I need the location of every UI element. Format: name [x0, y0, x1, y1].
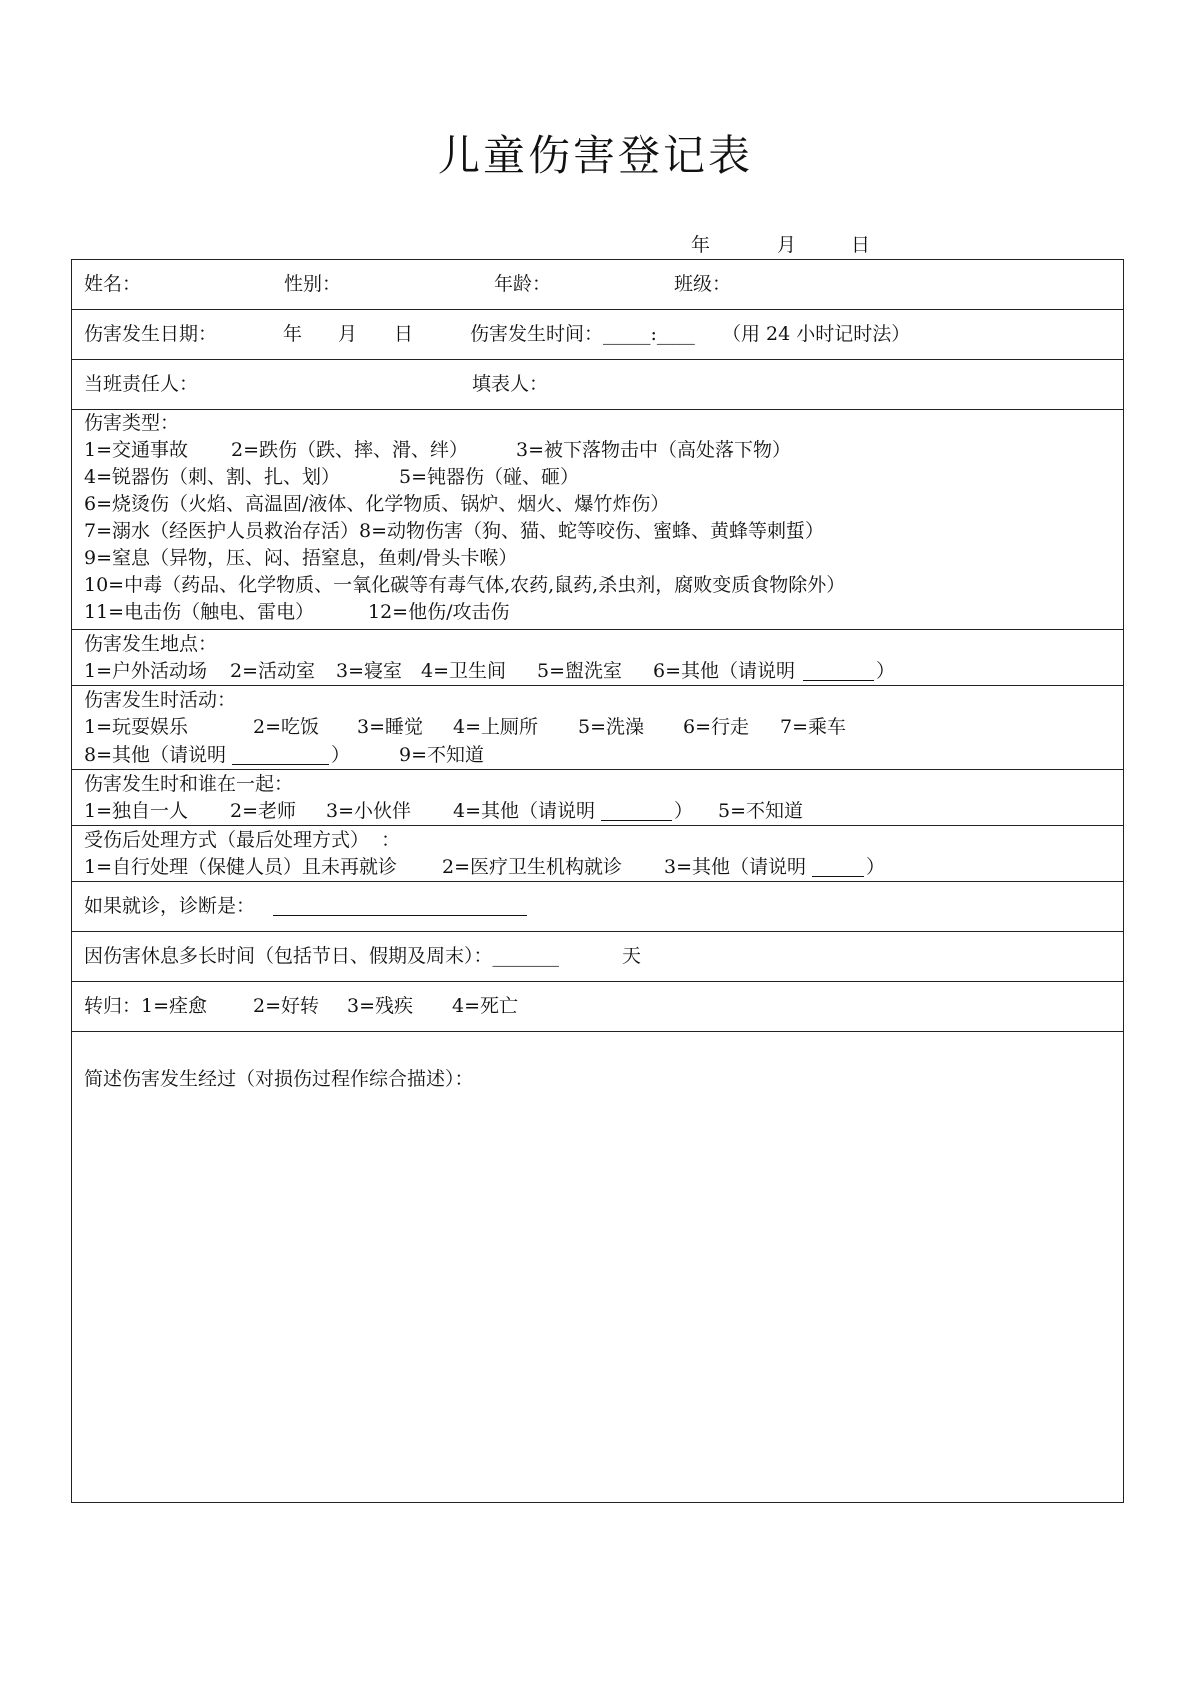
injury-type-option: 4=锐器伤（刺、割、扎、划）	[84, 466, 341, 488]
location-label: 伤害发生地点：	[84, 633, 218, 655]
activity-option: 7=乘车	[780, 716, 847, 738]
form-title: 儿童伤害登记表	[437, 131, 753, 180]
activity-row	[72, 686, 1123, 770]
injury-type-option: 11=电击伤（触电、雷电）	[84, 601, 315, 623]
companion-row	[72, 770, 1123, 826]
outcome-option: 2=好转	[253, 995, 320, 1017]
activity-option: 3=睡觉	[357, 716, 424, 738]
injury-date-month: 月	[338, 323, 358, 345]
location-option: 5=盥洗室	[537, 660, 623, 682]
injury-type-option: 12=他伤/攻击伤	[368, 601, 510, 623]
treatment-other-blank	[812, 856, 864, 877]
outcome-option: 1=痊愈	[141, 995, 208, 1017]
activity-option: 4=上厕所	[453, 716, 539, 738]
injury-date-year: 年	[283, 323, 303, 345]
injury-date-day: 日	[394, 323, 414, 345]
injury-type-option: 5=钝器伤（碰、砸）	[399, 466, 580, 488]
injury-registration-form	[71, 259, 1124, 1503]
header-year: 年	[691, 234, 711, 256]
basic-info-row	[72, 260, 1123, 310]
injury-time-label: 伤害发生时间：_____:____	[470, 323, 695, 345]
activity-option: 6=行走	[683, 716, 750, 738]
location-row	[72, 630, 1123, 686]
diagnosis-blank[interactable]	[273, 895, 527, 916]
injury-type-label: 伤害类型：	[84, 412, 180, 434]
name-label: 姓名：	[84, 273, 142, 295]
companion-option: 5=不知道	[718, 800, 804, 822]
companion-option: 1=独自一人	[84, 800, 189, 822]
header-day: 日	[851, 234, 871, 256]
treatment-option: ）	[866, 856, 886, 878]
header-month: 月	[777, 234, 797, 256]
form-filler-label: 填表人：	[472, 373, 549, 395]
injury-type-option: 2=跌伤（跌、摔、滑、绊）	[231, 439, 469, 461]
activity-option: 2=吃饭	[253, 716, 320, 738]
injury-type-option: 1=交通事故	[84, 439, 189, 461]
companion-option: 4=其他（请说明	[453, 800, 596, 822]
duty-person-label: 当班责任人：	[84, 373, 199, 395]
location-option: 4=卫生间	[421, 660, 507, 682]
outcome-option: 4=死亡	[452, 995, 519, 1017]
location-option: 6=其他（请说明	[653, 660, 796, 682]
activity-label: 伤害发生时活动：	[84, 689, 237, 711]
injury-type-row	[72, 410, 1123, 630]
treatment-option: 3=其他（请说明	[664, 856, 807, 878]
companion-label: 伤害发生时和谁在一起：	[84, 773, 294, 795]
diagnosis-row	[72, 882, 1123, 932]
rest-duration-label: 因伤害休息多长时间（包括节日、假期及周末）：_______	[84, 945, 560, 967]
injury-type-option: 6=烧烫伤（火焰、高温固/液体、化学物质、锅炉、烟火、爆竹炸伤）	[84, 493, 670, 515]
location-option: 1=户外活动场	[84, 660, 208, 682]
injury-date-label: 伤害发生日期：	[84, 323, 218, 345]
companion-option: ）	[674, 800, 694, 822]
activity-option: 1=玩耍娱乐	[84, 716, 189, 738]
companion-option: 3=小伙伴	[326, 800, 412, 822]
diagnosis-label: 如果就诊，诊断是：	[84, 895, 256, 917]
activity-option: ）	[331, 744, 351, 766]
location-other-blank	[803, 660, 874, 681]
responsible-row	[72, 360, 1123, 410]
injury-type-option: 3=被下落物击中（高处落下物）	[516, 439, 792, 461]
activity-other-blank	[232, 744, 329, 765]
class-label: 班级：	[674, 273, 732, 295]
treatment-option: 1=自行处理（保健人员）且未再就诊	[84, 856, 398, 878]
treatment-row	[72, 826, 1123, 882]
injury-time-note: （用 24 小时记时法）	[722, 323, 911, 345]
rest-duration-unit: 天	[622, 945, 642, 967]
injury-type-option: 7=溺水（经医护人员救治存活）8=动物伤害（狗、猫、蛇等咬伤、蜜蜂、黄蜂等刺蜇）	[84, 520, 825, 542]
description-row	[72, 1032, 1123, 1502]
treatment-label: 受伤后处理方式（最后处理方式） ：	[84, 829, 401, 851]
companion-option: 2=老师	[230, 800, 297, 822]
injury-type-option: 9=窒息（异物，压、闷、捂窒息，鱼刺/骨头卡喉）	[84, 547, 518, 569]
location-option: 3=寝室	[336, 660, 403, 682]
injury-type-option: 10=中毒（药品、化学物质、一氧化碳等有毒气体,农药,鼠药,杀虫剂，腐败变质食物除外）	[84, 574, 846, 596]
injury-time-row	[72, 310, 1123, 360]
age-label: 年龄：	[494, 273, 552, 295]
gender-label: 性别：	[284, 273, 342, 295]
outcome-option: 3=残疾	[347, 995, 414, 1017]
activity-option: 5=洗澡	[578, 716, 645, 738]
location-option: ）	[876, 660, 896, 682]
outcome-label: 转归：	[84, 995, 142, 1017]
activity-option: 8=其他（请说明	[84, 744, 227, 766]
treatment-option: 2=医疗卫生机构就诊	[442, 856, 623, 878]
location-option: 2=活动室	[230, 660, 316, 682]
outcome-row	[72, 982, 1123, 1032]
activity-option: 9=不知道	[399, 744, 485, 766]
rest-duration-row	[72, 932, 1123, 982]
companion-other-blank	[601, 800, 672, 821]
description-label: 简述伤害发生经过（对损伤过程作综合描述）：	[84, 1068, 474, 1090]
